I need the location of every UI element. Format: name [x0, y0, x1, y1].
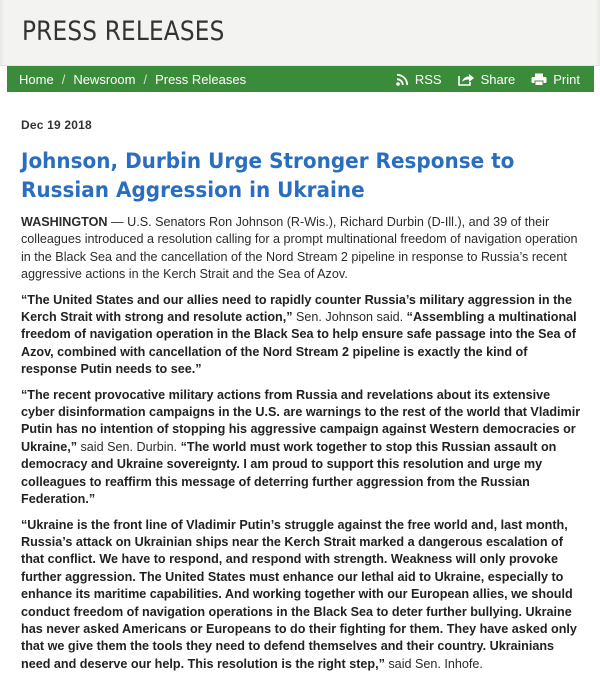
header-left-edge	[0, 0, 6, 65]
article-paragraph	[21, 214, 581, 284]
article-paragraph	[21, 387, 581, 509]
quote-text: “Assembling a multinational freedom of navigation operation in the Black Sea to help ensure safe passage into the Sea of Azov, combined with cancellation of the Nord Stream 2 pipeline is exactly the kind of response Putin needs to see.”	[21, 310, 577, 377]
page-title: PRESS RELEASES	[22, 16, 225, 47]
quote-attribution: said Sen. Durbin.	[77, 439, 181, 454]
quote-text: “The United States and our allies need to rapidly counter Russia’s military aggression in the Kerch Strait with strong and resolute action,”	[21, 292, 572, 325]
print-label: Print	[553, 71, 580, 87]
article-title: Johnson, Durbin Urge Stronger Response to Russian Aggression in Ukraine	[21, 149, 515, 203]
article-paragraph	[21, 517, 581, 674]
dateline: WASHINGTON	[21, 215, 108, 229]
rss-label: RSS	[414, 71, 442, 87]
rss-icon	[396, 73, 409, 86]
page-header	[0, 0, 600, 66]
paragraph-text: — U.S. Senators Ron Johnson (R-Wis.), Richard Durbin (D-Ill.), and 39 of their colleagues introduced a resolution calling for a prompt multinational freedom of navigation operation in the Black Sea and the cancellation of the Nord Stream 2 pipeline in response to Russia’s recent aggressive actions in the Kerch Strait and the Sea of Azov.	[21, 215, 578, 282]
printer-icon	[531, 73, 547, 86]
article	[21, 118, 581, 674]
quote-attribution: said Sen. Inhofe.	[384, 656, 483, 671]
breadcrumb-separator: /	[61, 71, 66, 87]
quote-text: “The recent provocative military actions from Russia and revelations about its extensive cyber disinformation campaigns in the U.S. are warnings to the rest of the world that Vladimir Putin has no intention of stopping his aggressive campaign against Western democracies or Ukraine,”	[21, 387, 581, 454]
rss-button[interactable]	[396, 72, 442, 87]
share-label: Share	[480, 71, 516, 87]
print-button[interactable]	[531, 72, 580, 87]
breadcrumb-separator: /	[143, 71, 148, 87]
article-paragraph	[21, 292, 581, 379]
share-button[interactable]	[458, 72, 516, 87]
page-tools	[380, 72, 594, 87]
breadcrumb-home-link[interactable]: Home	[19, 71, 54, 87]
breadcrumb-bar	[7, 66, 594, 92]
breadcrumb	[7, 72, 246, 87]
breadcrumb-press-releases-link[interactable]: Press Releases	[155, 71, 247, 87]
share-icon	[458, 72, 475, 86]
quote-attribution: Sen. Johnson said.	[292, 310, 407, 325]
quote-text: “The world must work together to stop this Russian assault on democracy and Ukraine sovereignty. I am proud to support this resolution and urge my colleagues to reaffirm this message of deterring further aggression from the Russian Federation.”	[21, 439, 557, 507]
article-date: Dec 19 2018	[21, 118, 92, 132]
breadcrumb-newsroom-link[interactable]: Newsroom	[73, 71, 136, 87]
quote-text: “Ukraine is the front line of Vladimir Putin’s struggle against the free world and, last month, Russia’s attack on Ukrainian ships near the Kerch Strait marked a dangerous escalation of that conflict. We have to respond, and respond with strength. Weakness will only provoke further aggression. The United States must enhance our lethal aid to Ukraine, especially to enhance its maritime capabilities. And working together with our European allies, we should conduct freedom of navigation operations in the Black Sea to deter further bullying. Ukraine has never asked Americans or Europeans to do their fighting for them. They have asked only that we give them the tools they need to defend themselves and their country. Ukrainians need and deserve our help. This resolution is the right step,”	[21, 517, 577, 671]
header-right-edge	[594, 0, 600, 65]
